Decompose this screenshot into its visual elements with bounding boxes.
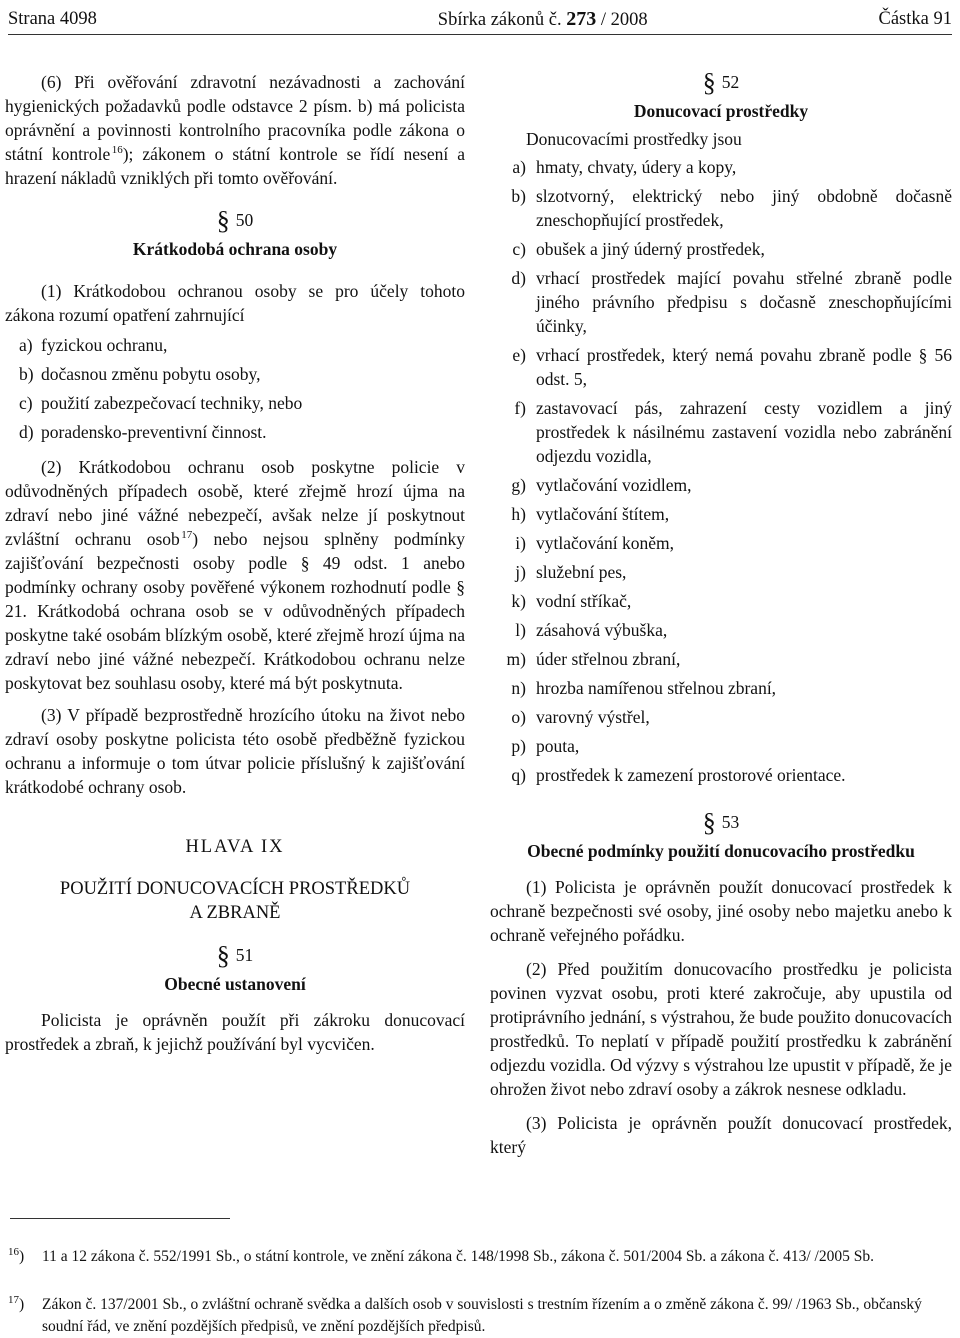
paragraph-text: (2) Krátkodobou ochranu osob poskytne policie v odůvodněných případech osobě, které zřejmě hrozí újma na zdraví nebo jiné vážné nebezpečí, avšak nelze jí poskytnout zvláštní ochranu osob [5,457,465,549]
list-marker: g) [511,475,526,495]
section-symbol: § [702,68,716,97]
list-text: obušek a jiný úderný prostředek, [536,239,765,259]
list-item [490,184,952,232]
section-symbol: § [216,941,230,970]
list-text: zásahová výbuška, [536,620,668,640]
section-52-intro: Donucovacími prostředky jsou [526,129,742,149]
collection-prefix: Sbírka zákonů č. [437,9,562,30]
list-text: použití zabezpečovací techniky, nebo [41,393,303,413]
list-text: vrhací prostředek mající povahu střelné zbraně podle jiného právního předpisu s dočasně zneschopňujícími účinky, [536,268,952,336]
list-item [490,396,952,468]
list-text: slzotvorný, elektrický nebo jiný obdobně dočasně zneschopňující prostředek, [536,186,952,230]
section-number: 51 [235,945,254,965]
list-marker: m) [506,649,526,669]
list-item [5,420,465,444]
left-column [5,70,465,1056]
section-50-paragraph-1: (1) Krátkodobou ochranou osoby se pro účely tohoto zákona rozumí opatření zahrnující [5,281,465,325]
list-text: zastavovací pás, zahrazení cesty vozidlem a jiný prostředek k násilnému zastavení vozidla nebo zabránění odjezdu vozidla, [536,398,952,466]
list-text: úder střelnou zbraní, [536,649,681,669]
list-text: hrozba namířenou střelnou zbraní, [536,678,777,698]
list-marker: f) [514,398,526,418]
list-item [490,705,952,729]
footnote-ref: 17 [181,529,193,542]
list-item [490,502,952,526]
list-marker: l) [515,620,526,640]
chapter-title-line-2: A ZBRANĚ [189,903,281,923]
section-53-paragraph-1: (1) Policista je oprávněn použít donucovací prostředek k ochraně bezpečnosti své osoby, jiné osoby nebo majetku anebo k ochraně veřejného pořádku. [490,877,952,945]
list-marker: k) [511,591,526,611]
list-text: vodní stříkač, [536,591,632,611]
list-text: prostředek k zamezení prostorové orientace. [536,765,846,785]
list-marker: i) [515,533,526,553]
list-text: služební pes, [536,562,627,582]
list-item [490,734,952,758]
list-marker: b) [511,186,526,206]
list-marker: q) [511,765,526,785]
footnote-mark: $^{17}$) [8,1293,25,1313]
list-text: pouta, [536,736,580,756]
section-51-title: Obecné ustanovení [164,974,306,994]
footnote-ref: 16 [111,144,123,157]
list-item [490,560,952,584]
list-item [490,531,952,555]
list-item [490,647,952,671]
list-item [5,362,465,386]
list-item [490,473,952,497]
paragraph-text: ); zákonem o státní kontrole se řídí nesení a hrazení nákladů vzniklých při tomto ověřování. [5,144,465,188]
footnote-mark: $^{16}$) [8,1245,25,1265]
section-50-paragraph-3: (3) V případě bezprostředně hrozícího útoku na život nebo zdraví osoby poskytne policista této osobě předběžně fyzickou ochranu a informuje o tom útvar policie příslušný k zajišťování krátkodobé ochrany osob. [5,705,465,797]
list-marker: p) [511,736,526,756]
collection-title [438,7,648,32]
section-50-title: Krátkodobá ochrana osoby [132,239,338,259]
section-52-title: Donucovací prostředky [633,101,809,121]
list-marker: a) [19,335,33,355]
section-50-heading [5,208,465,233]
list-item [490,155,952,179]
footnote-text: Zákon č. 137/2001 Sb., o zvláštní ochraně svědka a dalších osob v souvislosti s trestním řízením a o změně zákona č. 99/ /1963 Sb., občanský soudní řád, ve znění pozdějších předpisů, ve znění pozdějších předpisů. [42,1296,922,1335]
list-marker: d) [511,268,526,288]
section-50-paragraph-2 [5,455,465,695]
list-item [490,618,952,642]
section-51-paragraph: Policista je oprávněn použít při zákroku donucovací prostředek a zbraň, k jejichž používání byl vycvičen. [5,1010,465,1054]
section-symbol: § [702,808,716,837]
section-53-heading [490,810,952,835]
footnote-17 [8,1293,956,1338]
page-number: Strana 4098 [8,9,97,29]
list-item [5,391,465,415]
section-52-list [490,155,952,787]
collection-number: 273 [566,7,597,30]
list-item [490,237,952,261]
section-50-list [5,333,465,444]
footnote-mark-number: 16 [8,1245,19,1258]
list-marker: b) [19,364,34,384]
list-text: fyzickou ochranu, [41,335,168,355]
list-marker: c) [512,239,526,259]
section-number: 52 [721,72,740,92]
collection-year: / 2008 [600,9,648,30]
paragraph-6 [5,70,465,190]
footnote-16 [8,1245,956,1268]
section-symbol: § [216,206,230,235]
list-marker: c) [19,393,33,413]
list-marker: d) [19,422,34,442]
right-column [490,70,952,1159]
list-marker: e) [512,345,526,365]
section-number: 50 [235,210,254,230]
list-marker: a) [512,157,526,177]
list-text: hmaty, chvaty, údery a kopy, [536,157,737,177]
section-52-heading [490,70,952,95]
list-item [490,343,952,391]
footnote-mark-number: 17 [8,1293,19,1306]
list-text: varovný výstřel, [536,707,650,727]
footnote-text: 11 a 12 zákona č. 552/1991 Sb., o státní kontrole, ve znění zákona č. 148/1998 Sb., zákona č. 501/2004 Sb. a zákona č. 413/ /2005 Sb. [42,1248,874,1265]
list-text: vytlačování štítem, [536,504,670,524]
list-text: vrhací prostředek, který nemá povahu zbraně podle § 56 odst. 5, [536,345,952,389]
list-marker: j) [515,562,526,582]
footnote-rule [10,1218,230,1219]
list-text: vytlačování koněm, [536,533,675,553]
paragraph-text: ) nebo nejsou splněny podmínky zajišťování bezpečnosti osoby podle § 49 odst. 1 anebo podmínky ochrany osoby pověřené výkonem rozhodnutí podle § 21. Krátkodobá ochrana osob se v odůvodněných případech poskytne také osobám blízkým osobě, které zřejmě hrozí újma na zdraví nebo jiné vážné nebezpečí. Krátkodobou ochranu nelze poskytovat bez souhlasu osoby, které má být poskytnuta. [5,529,465,693]
list-item [490,676,952,700]
issue-number: Částka 91 [878,9,952,29]
list-item [490,266,952,338]
chapter-title-line-1: POUŽITÍ DONUCOVACÍCH PROSTŘEDKŮ [59,879,411,899]
list-marker: h) [511,504,526,524]
chapter-heading: HLAVA IX [185,837,285,857]
section-53-paragraph-3: (3) Policista je oprávněn použít donucovací prostředek, který [490,1113,952,1157]
section-number: 53 [721,812,740,832]
list-item [490,589,952,613]
section-51-heading [5,943,465,968]
list-text: dočasnou změnu pobytu osoby, [41,364,261,384]
list-text: poradensko-preventivní činnost. [41,422,267,442]
list-item [490,763,952,787]
list-marker: o) [511,707,526,727]
section-53-title: Obecné podmínky použití donucovacího prostředku [527,841,915,861]
list-marker: n) [511,678,526,698]
list-text: vytlačování vozidlem, [536,475,692,495]
paragraph-text: (6) Při ověřování zdravotní nezávadnosti a zachování hygienických požadavků podle odstavce 2 písm. b) má policista oprávnění a povinnosti kontrolního pracovníka podle zákona o státní kontrole [5,72,465,164]
page-header [8,4,952,35]
list-item [5,333,465,357]
section-53-paragraph-2: (2) Před použitím donucovacího prostředku je policista povinen vyzvat osobu, proti které zakročuje, aby upustila od protiprávního jednání, s výstrahou, že bude použito donucovacích prostředků. To neplatí v případě použití prostředku k zabránění odjezdu vozidla. Od výzvy s výstrahou lze upustit v případě, že je ohrožen život nebo zdraví osoby a zákrok nesnese odkladu. [490,959,952,1099]
